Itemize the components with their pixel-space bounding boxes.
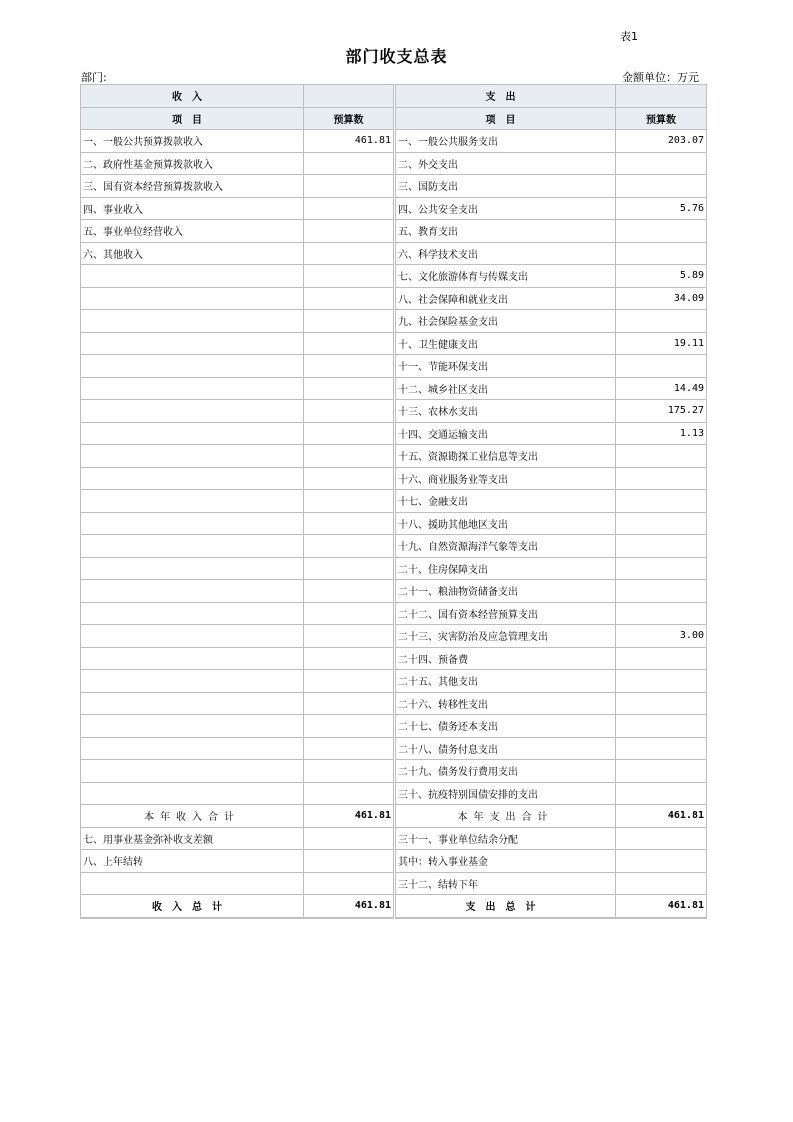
income-item-cell xyxy=(81,467,304,490)
income-item-cell xyxy=(81,872,304,895)
expense-value-cell: 19.11 xyxy=(616,332,707,355)
expense-item-cell: 二十六、转移性支出 xyxy=(396,692,616,715)
income-value-cell xyxy=(304,197,394,220)
expense-value-cell xyxy=(616,535,707,558)
table-row xyxy=(81,377,707,400)
income-item-cell: 五、事业单位经营收入 xyxy=(81,220,304,243)
expense-item-cell: 其中：转入事业基金 xyxy=(396,850,616,873)
table-row xyxy=(81,265,707,288)
income-item-cell: 二、政府性基金预算拨款收入 xyxy=(81,152,304,175)
income-value-cell xyxy=(304,602,394,625)
grand-total-row xyxy=(81,895,707,918)
expense-item-cell: 二、外交支出 xyxy=(396,152,616,175)
expense-value-cell xyxy=(616,692,707,715)
income-value-cell xyxy=(304,467,394,490)
expense-item-cell: 三十一、事业单位结余分配 xyxy=(396,827,616,850)
income-section-header: 收入 xyxy=(81,85,304,108)
table-row xyxy=(81,310,707,333)
income-item-cell xyxy=(81,377,304,400)
table-row xyxy=(81,197,707,220)
table-row xyxy=(81,557,707,580)
table-row xyxy=(81,647,707,670)
expense-item-cell: 一、一般公共服务支出 xyxy=(396,130,616,153)
expense-item-cell: 二十七、债务还本支出 xyxy=(396,715,616,738)
table-row xyxy=(81,872,707,895)
table-row xyxy=(81,670,707,693)
expense-value-cell: 5.89 xyxy=(616,265,707,288)
income-value-cell xyxy=(304,400,394,423)
table-row xyxy=(81,220,707,243)
income-item-cell: 四、事业收入 xyxy=(81,197,304,220)
income-item-cell xyxy=(81,602,304,625)
expense-item-cell: 二十五、其他支出 xyxy=(396,670,616,693)
income-item-cell xyxy=(81,287,304,310)
expense-item-cell: 十七、金融支出 xyxy=(396,490,616,513)
expense-item-cell: 二十八、债务付息支出 xyxy=(396,737,616,760)
expense-subtotal-label: 本年支出合计 xyxy=(396,805,616,828)
expense-item-cell: 十二、城乡社区支出 xyxy=(396,377,616,400)
income-value-cell xyxy=(304,242,394,265)
income-item-cell xyxy=(81,737,304,760)
table-row xyxy=(81,332,707,355)
expense-value-cell xyxy=(616,602,707,625)
income-value-cell xyxy=(304,692,394,715)
income-value-cell xyxy=(304,827,394,850)
table-row xyxy=(81,715,707,738)
expense-subtotal-value: 461.81 xyxy=(616,805,707,828)
expense-item-cell: 三十二、结转下年 xyxy=(396,872,616,895)
income-value-cell xyxy=(304,670,394,693)
budget-summary-table xyxy=(80,84,707,919)
income-budget-header: 预算数 xyxy=(304,107,394,130)
expense-total-value: 461.81 xyxy=(616,895,707,918)
table-row xyxy=(81,602,707,625)
table-row xyxy=(81,625,707,648)
table-row xyxy=(81,152,707,175)
table-row xyxy=(81,535,707,558)
income-item-cell xyxy=(81,557,304,580)
income-item-cell xyxy=(81,715,304,738)
income-item-cell xyxy=(81,265,304,288)
expense-value-cell xyxy=(616,850,707,873)
income-item-cell xyxy=(81,580,304,603)
income-item-cell xyxy=(81,782,304,805)
amount-unit-label: 金额单位：万元 xyxy=(622,71,699,84)
income-value-cell xyxy=(304,332,394,355)
income-value-cell xyxy=(304,287,394,310)
table-row xyxy=(81,287,707,310)
expense-value-cell xyxy=(616,580,707,603)
expense-value-cell xyxy=(616,310,707,333)
income-item-cell: 七、用事业基金弥补收支差额 xyxy=(81,827,304,850)
expense-section-header-blank xyxy=(616,85,707,108)
expense-item-cell: 十六、商业服务业等支出 xyxy=(396,467,616,490)
income-item-cell xyxy=(81,647,304,670)
expense-value-cell: 3.00 xyxy=(616,625,707,648)
expense-value-cell xyxy=(616,242,707,265)
expense-item-cell: 十八、援助其他地区支出 xyxy=(396,512,616,535)
subtotal-row xyxy=(81,805,707,828)
income-subtotal-label: 本年收入合计 xyxy=(81,805,304,828)
page-title: 部门收支总表 xyxy=(345,47,448,66)
expense-value-cell: 203.07 xyxy=(616,130,707,153)
income-value-cell xyxy=(304,422,394,445)
expense-item-cell: 六、科学技术支出 xyxy=(396,242,616,265)
section-header-row xyxy=(81,85,707,108)
expense-value-cell xyxy=(616,175,707,198)
expense-item-cell: 七、文化旅游体育与传媒支出 xyxy=(396,265,616,288)
column-header-row xyxy=(81,107,707,130)
income-item-header: 项目 xyxy=(81,107,304,130)
income-item-cell xyxy=(81,670,304,693)
expense-value-cell: 1.13 xyxy=(616,422,707,445)
income-total-label: 收入总计 xyxy=(81,895,304,918)
expense-value-cell: 34.09 xyxy=(616,287,707,310)
income-value-cell xyxy=(304,220,394,243)
expense-item-cell: 十五、资源勘探工业信息等支出 xyxy=(396,445,616,468)
table-row xyxy=(81,467,707,490)
expense-section-header: 支出 xyxy=(396,85,616,108)
expense-value-cell xyxy=(616,670,707,693)
income-value-cell xyxy=(304,737,394,760)
income-subtotal-value: 461.81 xyxy=(304,805,394,828)
expense-value-cell xyxy=(616,152,707,175)
expense-item-cell: 二十九、债务发行费用支出 xyxy=(396,760,616,783)
income-value-cell xyxy=(304,557,394,580)
table-row xyxy=(81,580,707,603)
income-value-cell xyxy=(304,872,394,895)
income-value-cell xyxy=(304,310,394,333)
expense-item-cell: 二十三、灾害防治及应急管理支出 xyxy=(396,625,616,648)
income-value-cell xyxy=(304,490,394,513)
expense-item-cell: 四、公共安全支出 xyxy=(396,197,616,220)
income-item-cell xyxy=(81,355,304,378)
expense-budget-header: 预算数 xyxy=(616,107,707,130)
income-total-value: 461.81 xyxy=(304,895,394,918)
expense-item-cell: 十九、自然资源海洋气象等支出 xyxy=(396,535,616,558)
table-row xyxy=(81,850,707,873)
expense-item-cell: 五、教育支出 xyxy=(396,220,616,243)
income-value-cell xyxy=(304,152,394,175)
expense-value-cell: 14.49 xyxy=(616,377,707,400)
income-value-cell xyxy=(304,580,394,603)
income-item-cell xyxy=(81,535,304,558)
table-row xyxy=(81,130,707,153)
income-item-cell xyxy=(81,422,304,445)
income-item-cell: 一、一般公共预算拨款收入 xyxy=(81,130,304,153)
income-value-cell xyxy=(304,377,394,400)
income-item-cell xyxy=(81,310,304,333)
expense-value-cell xyxy=(616,737,707,760)
expense-item-cell: 三十、抗疫特别国债安排的支出 xyxy=(396,782,616,805)
table-row xyxy=(81,490,707,513)
expense-value-cell xyxy=(616,760,707,783)
expense-item-cell: 八、社会保障和就业支出 xyxy=(396,287,616,310)
table-row xyxy=(81,512,707,535)
income-value-cell xyxy=(304,647,394,670)
income-item-cell xyxy=(81,400,304,423)
income-value-cell xyxy=(304,355,394,378)
table-row xyxy=(81,175,707,198)
income-item-cell xyxy=(81,332,304,355)
table-number: 表1 xyxy=(620,30,638,43)
income-item-cell xyxy=(81,625,304,648)
income-item-cell xyxy=(81,445,304,468)
table-row xyxy=(81,422,707,445)
income-value-cell xyxy=(304,175,394,198)
income-value-cell xyxy=(304,535,394,558)
expense-item-cell: 二十四、预备费 xyxy=(396,647,616,670)
income-value-cell xyxy=(304,265,394,288)
expense-value-cell xyxy=(616,647,707,670)
expense-value-cell: 5.76 xyxy=(616,197,707,220)
table-row xyxy=(81,242,707,265)
expense-total-label: 支出总计 xyxy=(396,895,616,918)
expense-item-cell: 二十一、粮油物资储备支出 xyxy=(396,580,616,603)
income-value-cell xyxy=(304,625,394,648)
expense-value-cell: 175.27 xyxy=(616,400,707,423)
table-row xyxy=(81,827,707,850)
expense-value-cell xyxy=(616,512,707,535)
expense-item-cell: 十四、交通运输支出 xyxy=(396,422,616,445)
income-item-cell: 八、上年结转 xyxy=(81,850,304,873)
table-row xyxy=(81,355,707,378)
income-value-cell xyxy=(304,850,394,873)
table-row xyxy=(81,737,707,760)
expense-value-cell xyxy=(616,715,707,738)
table-row xyxy=(81,445,707,468)
income-value-cell xyxy=(304,760,394,783)
income-item-cell xyxy=(81,512,304,535)
expense-value-cell xyxy=(616,557,707,580)
table-row xyxy=(81,400,707,423)
income-section-header-blank xyxy=(304,85,394,108)
expense-value-cell xyxy=(616,445,707,468)
income-item-cell xyxy=(81,490,304,513)
income-item-cell xyxy=(81,692,304,715)
expense-value-cell xyxy=(616,782,707,805)
income-item-cell: 三、国有资本经营预算拨款收入 xyxy=(81,175,304,198)
income-value-cell xyxy=(304,782,394,805)
table-row xyxy=(81,760,707,783)
expense-value-cell xyxy=(616,872,707,895)
income-value-cell xyxy=(304,715,394,738)
expense-item-cell: 十一、节能环保支出 xyxy=(396,355,616,378)
income-item-cell: 六、其他收入 xyxy=(81,242,304,265)
expense-item-cell: 二十二、国有资本经营预算支出 xyxy=(396,602,616,625)
expense-item-cell: 三、国防支出 xyxy=(396,175,616,198)
expense-value-cell xyxy=(616,355,707,378)
expense-value-cell xyxy=(616,490,707,513)
department-label: 部门: xyxy=(81,71,107,84)
expense-value-cell xyxy=(616,220,707,243)
expense-item-cell: 九、社会保险基金支出 xyxy=(396,310,616,333)
expense-item-header: 项目 xyxy=(396,107,616,130)
table-row xyxy=(81,782,707,805)
expense-item-cell: 二十、住房保障支出 xyxy=(396,557,616,580)
expense-value-cell xyxy=(616,827,707,850)
income-item-cell xyxy=(81,760,304,783)
income-value-cell: 461.81 xyxy=(304,130,394,153)
income-value-cell xyxy=(304,445,394,468)
expense-item-cell: 十、卫生健康支出 xyxy=(396,332,616,355)
expense-value-cell xyxy=(616,467,707,490)
income-value-cell xyxy=(304,512,394,535)
expense-item-cell: 十三、农林水支出 xyxy=(396,400,616,423)
table-row xyxy=(81,692,707,715)
